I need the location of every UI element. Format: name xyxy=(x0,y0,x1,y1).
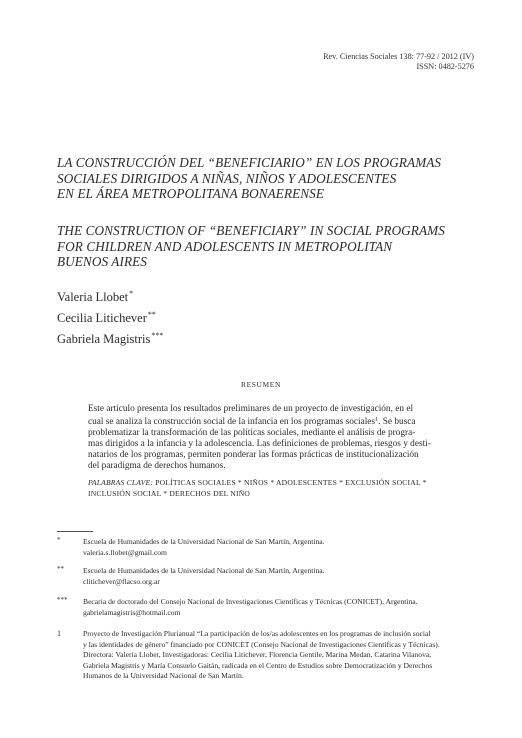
author-footnote-mark[interactable]: *** xyxy=(151,331,164,340)
keywords-list: POLÍTICAS SOCIALES * NIÑOS * ADOLESCENTES * EXCLUSIÓN SOCIAL * xyxy=(153,478,427,487)
footnote-mark: *** xyxy=(57,596,68,604)
author-footnote-mark[interactable]: * xyxy=(129,289,134,298)
footnote-text: Gabriela Magistris y María Consuelo Gaitán, radicada en el Centro de Estudios sobre Democratización y Derechos xyxy=(83,660,433,670)
title-line: SOCIALES DIRIGIDOS A NIÑAS, NIÑOS Y ADOLESCENTES xyxy=(57,170,397,186)
author-footnote-mark[interactable]: ** xyxy=(147,310,156,319)
journal-issn: ISSN: 0482-5276 xyxy=(416,62,474,71)
footnote xyxy=(57,629,487,682)
footnote-email[interactable]: gabrielamagistris@hotmail.com xyxy=(83,607,181,617)
footnote-email[interactable]: clitichever@flacso.org.ar xyxy=(83,576,160,586)
footnote-text: Escuela de Humanidades de la Universidad Nacional de San Martín, Argentina. xyxy=(83,537,325,546)
footnote-rule xyxy=(57,531,93,532)
title-line: LA CONSTRUCCIÓN DEL “BENEFICIARIO” EN LOS PROGRAMAS xyxy=(57,155,442,170)
abstract-line: problematizar la transformación de las políticas sociales, mediante el análisis de progra- xyxy=(88,428,416,438)
footnote-ref[interactable]: 1 xyxy=(375,417,379,423)
keywords-label: PALABRAS CLAVE: xyxy=(88,478,154,487)
title-line: FOR CHILDREN AND ADOLESCENTS IN METROPOLITAN xyxy=(57,238,393,254)
author: Cecilia Litichever** xyxy=(57,310,156,325)
footnote xyxy=(57,566,487,587)
journal-citation xyxy=(323,52,474,72)
keywords-list: INCLUSIÓN SOCIAL * DERECHOS DEL NIÑO xyxy=(88,488,251,498)
abstract-body xyxy=(88,404,434,472)
footnote-mark: 1 xyxy=(57,629,61,638)
footnote-email[interactable]: valeria.s.llobet@gmail.com xyxy=(83,547,167,557)
abstract-line: cual se analiza la construcción social de la infancia en los programas sociales$^1$. Se busca xyxy=(88,417,416,427)
footnote-text: Directora: Valeria Llobet, Investigadoras: Cecilia Litichever, Florencia Gentile, Marina Medan, Catarina Vilanova, xyxy=(83,650,432,659)
author: Valeria Llobet* xyxy=(57,289,134,304)
footnote-text: Humanos de la Universidad Nacional de San Martín. xyxy=(83,671,244,680)
author: Gabriela Magistris*** xyxy=(57,331,164,346)
footnote-text: Becaria de doctorado del Consejo Nacional de Investigaciones Científicas y Técnicas (CONICET), Argentina. xyxy=(83,597,418,606)
abstract-line: natarios de los programas, permiten ponderar las formas prácticas de institucionalización xyxy=(88,450,419,460)
keywords xyxy=(88,478,438,499)
footnote-mark: * xyxy=(57,536,61,544)
title-line: THE CONSTRUCTION OF “BENEFICIARY” IN SOCIAL PROGRAMS xyxy=(57,223,445,238)
title-spanish xyxy=(57,155,477,202)
footnote xyxy=(57,597,487,618)
journal-issue: Rev. Ciencias Sociales 138: 77-92 / 2012 (IV) xyxy=(323,52,474,61)
footnote-mark: ** xyxy=(57,565,64,573)
abstract-line: mas dirigidos a la infancia y la adolescencia. Las definiciones de problemas, riesgos y desti- xyxy=(88,439,431,449)
abstract-line: del paradigma de derechos humanos. xyxy=(88,461,226,471)
abstract-heading: RESUMEN xyxy=(240,380,282,389)
footnote-text: Proyecto de Investigación Plurianual “La participación de los/as adolescentes en los programas de inclusión social xyxy=(83,629,431,638)
title-line: BUENOS AIRES xyxy=(57,254,147,269)
footnote-text: y las identidades de género” financiado por CONICET (Consejo Nacional de Investigaciones Científicas y Técnicas). xyxy=(83,639,440,649)
abstract-line: Este artículo presenta los resultados preliminares de un proyecto de investigación, en el xyxy=(88,404,414,414)
title-line: EN EL ÁREA METROPOLITANA BONAERENSE xyxy=(57,186,324,201)
footnote-text: Escuela de Humanidades de la Universidad Nacional de San Martín, Argentina. xyxy=(83,566,325,575)
footnote xyxy=(57,537,487,558)
author-list xyxy=(57,285,163,348)
title-english xyxy=(57,223,477,270)
